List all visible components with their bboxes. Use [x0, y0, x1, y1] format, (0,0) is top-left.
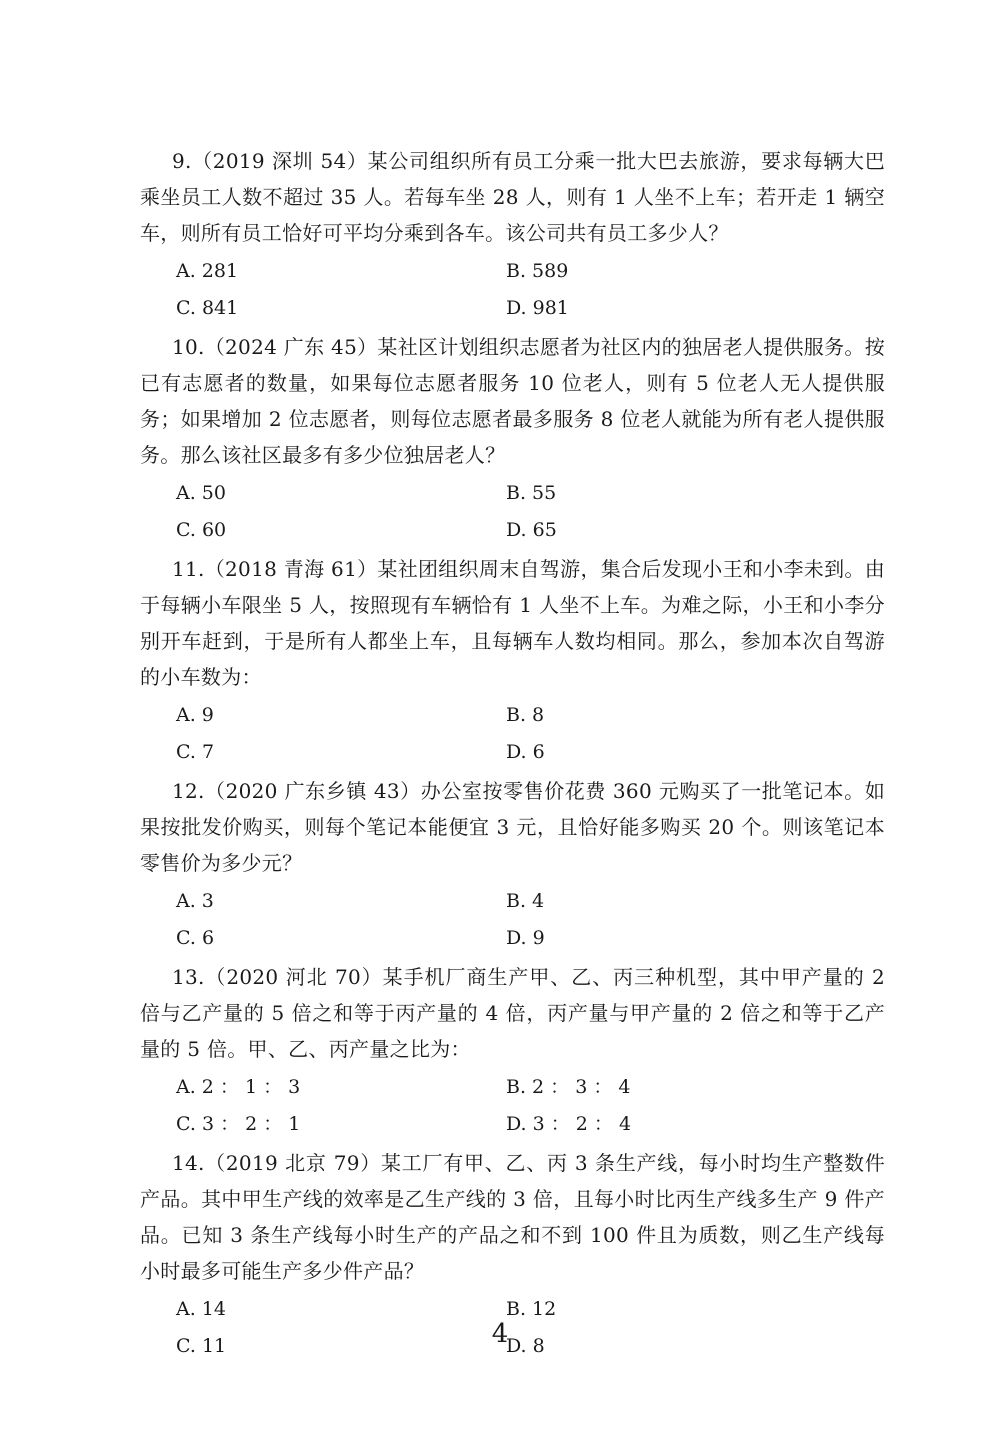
option-a: A. 9: [176, 704, 214, 726]
question-stem: 9.（2019 深圳 54）某公司组织所有员工分乘一批大巴去旅游，要求每辆大巴乘坐员工人数不超过 35 人。若每车坐 28 人，则有 1 人坐不上车；若开走 1 辆空车，则所有员工恰好可平均分乘到各车。该公司共有员工多少人？: [140, 149, 885, 245]
option-a: A. 2 ： 1 ： 3: [176, 1076, 301, 1098]
option-c: C. 3 ： 2 ： 1: [176, 1113, 301, 1135]
option-b: B. 2 ： 3 ： 4: [506, 1076, 631, 1098]
answer-options: [176, 1069, 885, 1143]
question-list: [140, 143, 885, 1367]
answer-options: [176, 697, 885, 771]
option-d: D. 8: [506, 1335, 545, 1357]
answer-options: [176, 475, 885, 549]
question-13: [140, 959, 885, 1143]
option-b: B. 8: [506, 704, 545, 726]
question-stem: 14.（2019 北京 79）某工厂有甲、乙、丙 3 条生产线，每小时均生产整数件产品。其中甲生产线的效率是乙生产线的 3 倍，且每小时比丙生产线多生产 9 件产品。已知 3 条生产线每小时生产的产品之和不到 100 件且为质数，则乙生产线每小时最多可能生产多少件产品？: [140, 1151, 885, 1283]
page-number: 4: [491, 1319, 509, 1349]
option-c: C. 6: [176, 927, 215, 949]
option-c: C. 7: [176, 741, 215, 763]
answer-options: [176, 253, 885, 327]
question-11: [140, 551, 885, 771]
option-b: B. 55: [506, 482, 557, 504]
option-d: D. 6: [506, 741, 545, 763]
option-a: A. 50: [176, 482, 226, 504]
option-d: D. 65: [506, 519, 557, 541]
question-stem: 13.（2020 河北 70）某手机厂商生产甲、乙、丙三种机型，其中甲产量的 2 倍与乙产量的 5 倍之和等于丙产量的 4 倍，丙产量与甲产量的 2 倍之和等于乙产量的 5 倍。甲、乙、丙产量之比为：: [140, 965, 885, 1061]
option-b: B. 4: [506, 890, 545, 912]
question-stem: 11.（2018 青海 61）某社团组织周末自驾游，集合后发现小王和小李未到。由于每辆小车限坐 5 人，按照现有车辆恰有 1 人坐不上车。为难之际，小王和小李分别开车赶到，于是所有人都坐上车，且每辆车人数均相同。那么，参加本次自驾游的小车数为：: [140, 557, 885, 689]
option-c: C. 841: [176, 297, 239, 319]
option-b: B. 12: [506, 1298, 557, 1320]
option-c: C. 11: [176, 1335, 227, 1357]
option-d: D. 3 ： 2 ： 4: [506, 1113, 632, 1135]
option-a: A. 281: [176, 260, 239, 282]
option-d: D. 9: [506, 927, 545, 949]
question-9: [140, 143, 885, 327]
option-c: C. 60: [176, 519, 227, 541]
option-b: B. 589: [506, 260, 569, 282]
question-stem: 10.（2024 广东 45）某社区计划组织志愿者为社区内的独居老人提供服务。按已有志愿者的数量，如果每位志愿者服务 10 位老人，则有 5 位老人无人提供服务；如果增加 2 位志愿者，则每位志愿者最多服务 8 位老人就能为所有老人提供服务。那么该社区最多有多少位独居老人？: [140, 335, 885, 467]
question-10: [140, 329, 885, 549]
question-12: [140, 773, 885, 957]
question-stem: 12.（2020 广东乡镇 43）办公室按零售价花费 360 元购买了一批笔记本。如果按批发价购买，则每个笔记本能便宜 3 元，且恰好能多购买 20 个。则该笔记本零售价为多少元？: [140, 779, 885, 875]
option-a: A. 14: [176, 1298, 226, 1320]
option-d: D. 981: [506, 297, 569, 319]
answer-options: [176, 883, 885, 957]
option-a: A. 3: [176, 890, 214, 912]
